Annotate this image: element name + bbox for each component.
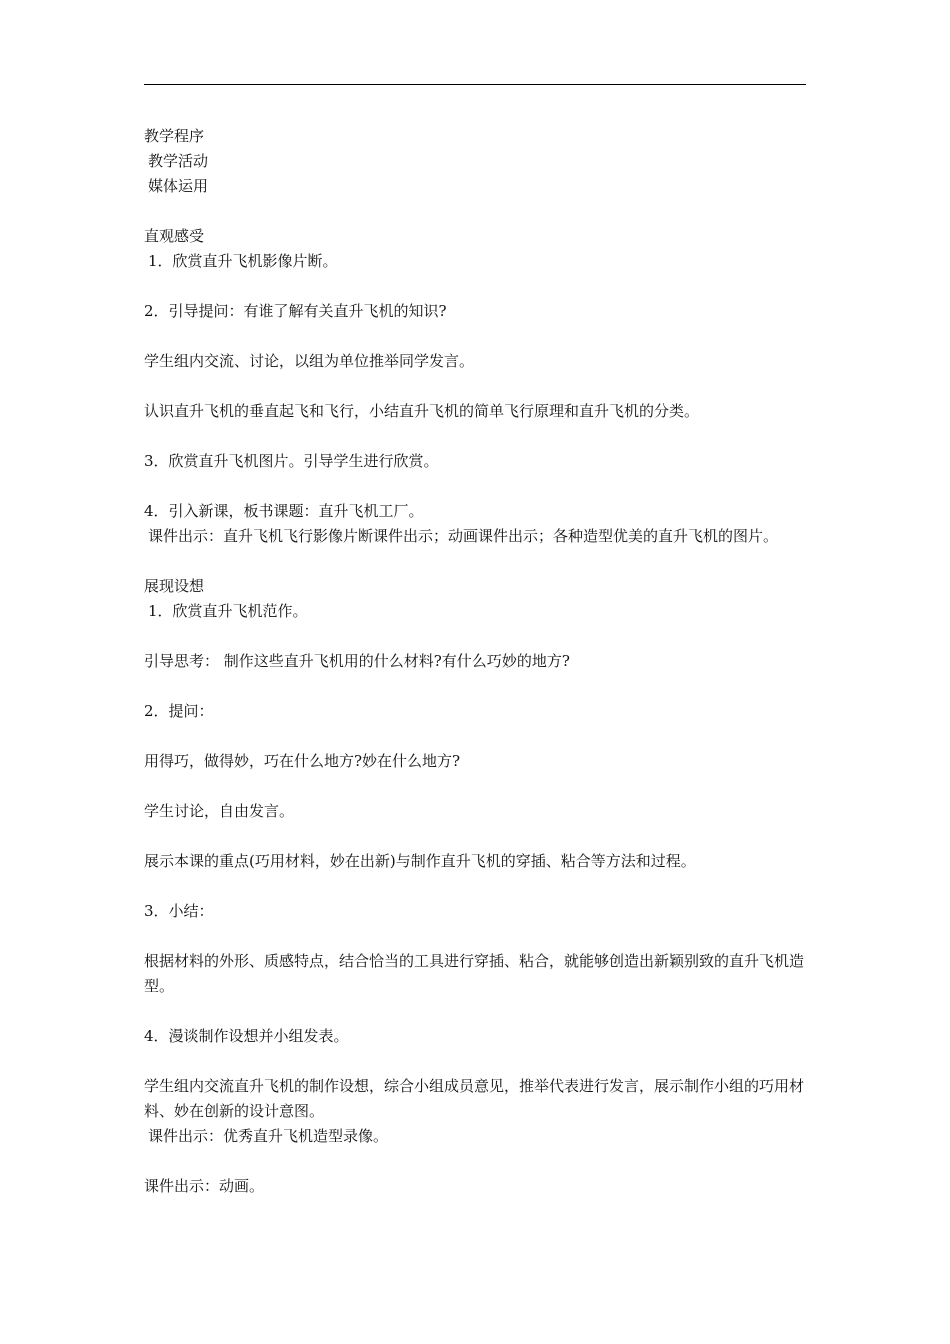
paragraph: 4．漫谈制作设想并小组发表。 — [144, 1027, 349, 1045]
paragraph: 用得巧，做得妙，巧在什么地方?妙在什么地方? — [144, 752, 461, 770]
paragraph: 2．提问： — [144, 702, 214, 720]
paragraph: 认识直升飞机的垂直起飞和飞行，小结直升飞机的简单飞行原理和直升飞机的分类。 — [144, 402, 700, 420]
media-note: 课件出示：直升飞机飞行影像片断课件出示；动画课件出示；各种造型优美的直升飞机的图片。 — [148, 527, 779, 545]
paragraph: 根据材料的外形、质感特点，结合恰当的工具进行穿插、粘合，就能够创造出新颖别致的直升飞机造型。 — [144, 952, 805, 995]
document-body — [144, 124, 810, 1199]
paragraph: 2．引导提问：有谁了解有关直升飞机的知识? — [144, 302, 447, 320]
table-header-activity: 教学活动 — [148, 152, 209, 170]
media-note: 课件出示：优秀直升飞机造型录像。 — [148, 1127, 389, 1145]
paragraph: 1．欣赏直升飞机范作。 — [148, 602, 308, 620]
paragraph: 学生组内交流直升飞机的制作设想，综合小组成员意见，推举代表进行发言，展示制作小组的巧用材料、妙在创新的设计意图。 — [144, 1077, 805, 1120]
table-header-media: 媒体运用 — [148, 177, 209, 195]
section-title-intuitive: 直观感受 — [144, 227, 205, 245]
media-note: 课件出示：动画。 — [144, 1177, 265, 1195]
paragraph: 4．引入新课，板书课题：直升飞机工厂。 — [144, 502, 424, 520]
paragraph: 1．欣赏直升飞机影像片断。 — [148, 252, 338, 270]
paragraph: 引导思考： 制作这些直升飞机用的什么材料?有什么巧妙的地方? — [144, 652, 570, 670]
paragraph: 3．小结： — [144, 902, 214, 920]
header-rule — [144, 84, 806, 85]
table-header-procedure: 教学程序 — [144, 127, 205, 145]
paragraph: 学生讨论，自由发言。 — [144, 802, 295, 820]
paragraph: 学生组内交流、讨论，以组为单位推举同学发言。 — [144, 352, 475, 370]
section-title-ideas: 展现设想 — [144, 577, 205, 595]
paragraph: 展示本课的重点(巧用材料，妙在出新)与制作直升飞机的穿插、粘合等方法和过程。 — [144, 852, 696, 870]
paragraph: 3．欣赏直升飞机图片。引导学生进行欣赏。 — [144, 452, 439, 470]
